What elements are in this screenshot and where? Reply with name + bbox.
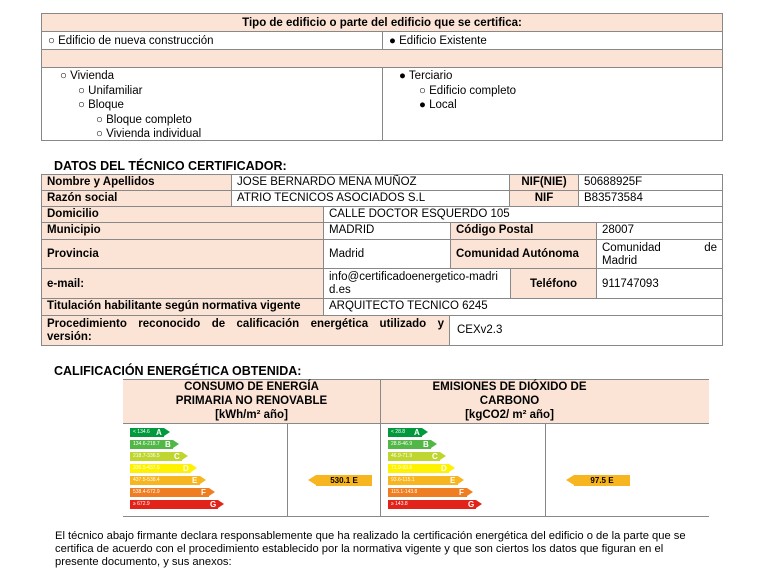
nif-label: NIF [509, 190, 579, 207]
consumption-band-arrow [164, 428, 170, 436]
option-bloque: ○ Bloque [78, 99, 124, 111]
emissions-rating-value: 97.5 E [590, 476, 614, 485]
region-label: Comunidad Autónoma [450, 239, 597, 269]
emissions-band-f [388, 488, 467, 497]
consumption-band-arrow [173, 440, 179, 448]
region-value: Comunidad de Madrid [596, 239, 723, 269]
emissions-band-range: ≥ 143.8 [391, 501, 408, 507]
consumption-band-c [130, 452, 182, 461]
building-type-header [41, 13, 723, 32]
rating-col-divider-3 [545, 423, 546, 517]
consumption-band-letter: B [165, 440, 171, 449]
company-label: Razón social [41, 190, 232, 207]
emissions-band-b [388, 440, 431, 449]
emissions-band-letter: A [414, 428, 420, 437]
new-building-option: ○ Edificio de nueva construcción [41, 31, 383, 50]
emissions-rating-pointer [566, 475, 630, 486]
rating-section-title: CALIFICACIÓN ENERGÉTICA OBTENIDA: [54, 364, 302, 378]
consumption-band-range: 437.5-538.4 [133, 477, 160, 483]
emissions-band-letter: E [450, 476, 456, 485]
consumption-band-letter: E [192, 476, 198, 485]
option-vivienda: ○ Vivienda [60, 70, 115, 82]
existing-building-option: ● Edificio Existente [382, 31, 723, 50]
option-local: ● Local [419, 99, 457, 111]
emissions-band-a [388, 428, 422, 437]
consumption-scale [130, 428, 280, 512]
email-value: info@certificadoenergetico-madri d.es [323, 268, 511, 299]
technician-section-title: DATOS DEL TÉCNICO CERTIFICADOR: [54, 159, 287, 173]
option-vivienda-individual: ○ Vivienda individual [96, 128, 202, 140]
consumption-band-letter: A [156, 428, 162, 437]
nif-nie-value: 50688925F [578, 174, 723, 191]
tertiary-options [382, 67, 723, 141]
consumption-rating-pointer [308, 475, 372, 486]
emissions-band-letter: D [441, 464, 447, 473]
emissions-band-letter: F [459, 488, 464, 497]
nif-nie-label: NIF(NIE) [509, 174, 579, 191]
declaration-text: El técnico abajo firmante declara responsablemente que ha realizado la certificación energética del edificio o de la parte que se certifica de acuerdo con el procedimiento establecido por la normativa vigente y que son ciertos los datos que figuran en el presente documento, y sus anexos: [55, 530, 686, 568]
phone-label: Teléfono [510, 268, 597, 299]
consumption-band-d [130, 464, 191, 473]
name-value: JOSE BERNARDO MENA MUÑOZ [231, 174, 510, 191]
procedure-value: CEXv2.3 [449, 315, 723, 346]
emissions-band-arrow [422, 428, 428, 436]
consumption-rating-value: 530.1 E [330, 476, 358, 485]
address-label: Domicilio [41, 206, 324, 223]
city-value: MADRID [323, 222, 451, 240]
name-label: Nombre y Apellidos [41, 174, 232, 191]
consumption-band-range: 134.6-218.7 [133, 441, 160, 447]
option-edificio-completo: ○ Edificio completo [419, 85, 517, 97]
rating-col-divider-1 [287, 423, 288, 517]
consumption-band-arrow [218, 500, 224, 508]
emissions-band-d [388, 464, 449, 473]
nif-value: B83573584 [578, 190, 723, 207]
email-label: e-mail: [41, 268, 324, 299]
building-type-spacer [41, 49, 723, 68]
emissions-band-letter: B [423, 440, 429, 449]
residential-options [41, 67, 383, 141]
emissions-band-arrow [440, 452, 446, 460]
emissions-band-arrow [431, 440, 437, 448]
consumption-band-g [130, 500, 218, 509]
emissions-band-range: 46.9-71.9 [391, 453, 413, 459]
consumption-band-range: 218.7-336.5 [133, 453, 160, 459]
address-value: CALLE DOCTOR ESQUERDO 105 [323, 206, 723, 223]
emissions-band-range: < 28.8 [391, 429, 406, 435]
qualification-value: ARQUITECTO TECNICO 6245 [323, 298, 723, 316]
consumption-band-letter: F [201, 488, 206, 497]
consumption-band-letter: D [183, 464, 189, 473]
emissions-band-range: 93.6-115.1 [391, 477, 415, 483]
emissions-title: EMISIONES DE DIÓXIDO DE CARBONO [kgCO2/ m² año] [432, 381, 587, 421]
emissions-band-range: 71.9-93.6 [391, 465, 413, 471]
building-type-title: Tipo de edificio o parte del edificio que se certifica: [242, 17, 522, 29]
emissions-scale [388, 428, 538, 512]
postal-code-value: 28007 [596, 222, 723, 240]
emissions-band-arrow [458, 476, 464, 484]
consumption-band-arrow [191, 464, 197, 472]
consumption-title: CONSUMO DE ENERGÍA PRIMARIA NO RENOVABLE [kWh/m² año] [175, 381, 328, 421]
rating-col-divider-2 [380, 423, 381, 517]
procedure-label: Procedimiento reconocido de calificación energética utilizado y versión: [41, 315, 450, 346]
consumption-band-arrow [209, 488, 215, 496]
emissions-band-c [388, 452, 440, 461]
consumption-band-a [130, 428, 164, 437]
emissions-band-g [388, 500, 476, 509]
emissions-band-range: 115.1-143.8 [391, 489, 418, 495]
consumption-band-arrow [182, 452, 188, 460]
consumption-band-range: < 134.6 [133, 429, 150, 435]
consumption-band-range: 538.4-672.9 [133, 489, 160, 495]
consumption-band-f [130, 488, 209, 497]
province-label: Provincia [41, 239, 324, 269]
emissions-band-letter: G [468, 500, 475, 509]
phone-value: 911747093 [596, 268, 723, 299]
option-bloque-completo: ○ Bloque completo [96, 114, 192, 126]
emissions-band-arrow [449, 464, 455, 472]
emissions-band-letter: C [432, 452, 438, 461]
company-value: ATRIO TECNICOS ASOCIADOS S.L [231, 190, 510, 207]
consumption-band-range: 336.5-437.5 [133, 465, 160, 471]
option-terciario: ● Terciario [399, 70, 453, 82]
province-value: Madrid [323, 239, 451, 269]
option-unifamiliar: ○ Unifamiliar [78, 85, 143, 97]
qualification-label: Titulación habilitante según normativa vigente [41, 298, 324, 316]
consumption-band-arrow [200, 476, 206, 484]
emissions-band-arrow [476, 500, 482, 508]
consumption-band-b [130, 440, 173, 449]
postal-code-label: Código Postal [450, 222, 597, 240]
consumption-band-e [130, 476, 200, 485]
consumption-band-range: ≥ 672.9 [133, 501, 150, 507]
city-label: Municipio [41, 222, 324, 240]
emissions-band-range: 28.8-46.9 [391, 441, 413, 447]
emissions-band-arrow [467, 488, 473, 496]
consumption-band-letter: C [174, 452, 180, 461]
consumption-band-letter: G [210, 500, 217, 509]
emissions-band-e [388, 476, 458, 485]
